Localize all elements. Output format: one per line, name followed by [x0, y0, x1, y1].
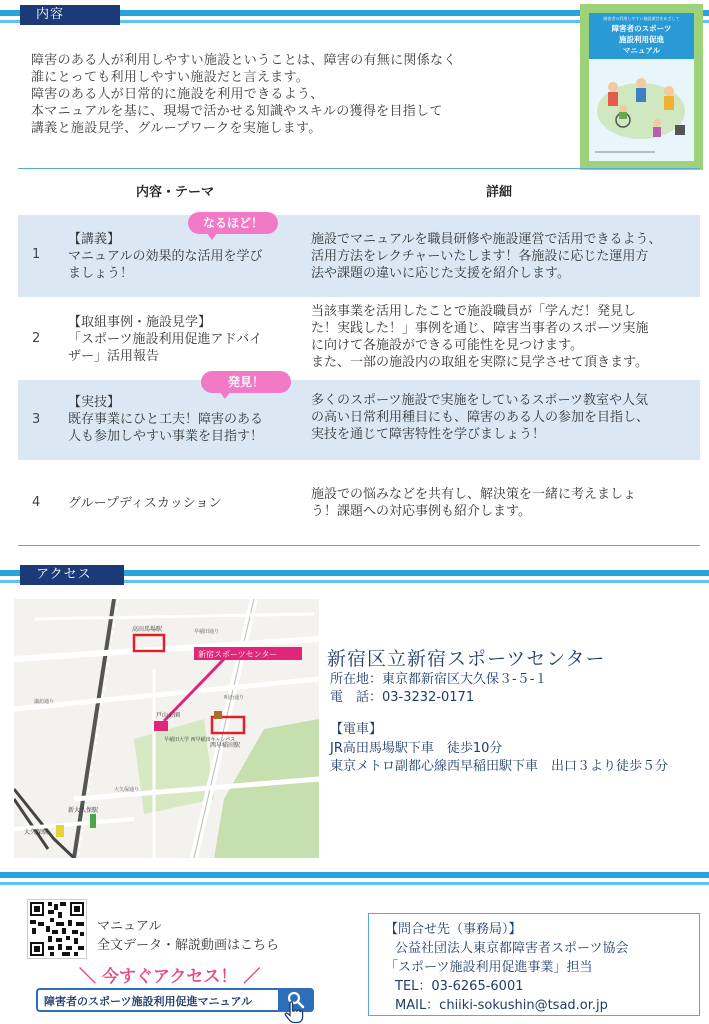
cover-publisher: [595, 151, 655, 157]
row-detail-line: 多くのスポーツ施設で実施をしているスポーツ教室や人気: [311, 393, 648, 408]
cover-subtitle: 障害者の利用しやすい施設運営をめざして: [603, 16, 680, 21]
row-detail-line: に向けて各施設ができる可能性を見つけます。: [311, 338, 583, 353]
intro-line: 誰にとっても利用しやすい施設だと言えます。: [31, 70, 310, 85]
table-row: [18, 297, 700, 379]
map-label: 早稲田通り: [194, 629, 220, 635]
table-header: [18, 168, 700, 208]
table-bottom-rule: [18, 545, 700, 546]
intro-line: 障害のある人が日常的に施設を利用できるよう、: [31, 87, 324, 102]
sports-illustration: [593, 65, 690, 145]
row-detail-line: た！実践した！」事例を通じ、障害当事者のスポーツ実施: [311, 321, 649, 336]
footer-rule-thin: [0, 882, 709, 885]
row-detail-line: 法や課題の違いに応じた支援を紹介します。: [311, 266, 570, 281]
train-route: JR高田馬場駅下車 徒歩10分: [330, 741, 503, 756]
row-theme: [68, 314, 262, 365]
contact-department: 「スポーツ施設利用促進事業」担当: [385, 960, 593, 975]
row-theme-line: 「スポーツ施設利用促進アドバイ: [68, 332, 263, 347]
row-detail-line: の高い日常利用種目にも、障害のある人の参加を目指し、: [311, 410, 650, 425]
manual-search-box[interactable]: [36, 988, 314, 1012]
row-detail-line: 施設でマニュアルを職員研修や施設運営で活用できるよう、: [311, 232, 662, 247]
venue-name: 新宿区立新宿スポーツセンター: [327, 648, 606, 670]
manual-sublabel: 全文データ・解説動画はこちら: [97, 938, 280, 953]
map-label: 西早稲田駅: [210, 742, 241, 749]
row-theme-line: ザー」活用報告: [68, 349, 160, 364]
row-theme: [68, 495, 222, 512]
speech-bubble: なるほど！: [188, 212, 278, 234]
map-label: 新大久保駅: [68, 807, 99, 814]
row-detail-line: 実技を通じて障害特性を学びましょう！: [311, 427, 546, 442]
row-theme-line: 既存事業にひと工夫！障害のある: [68, 412, 264, 427]
row-number: 2: [32, 331, 41, 346]
map-label: 大久保駅: [24, 829, 49, 836]
table-row: [18, 462, 700, 544]
row-detail-line: う！課題への対応事例も紹介します。: [311, 504, 531, 519]
qr-code[interactable]: [27, 899, 87, 959]
cover-title-line: マニュアル: [622, 46, 661, 55]
manual-label: マニュアル: [97, 919, 162, 934]
row-theme-line: ましょう！: [68, 266, 134, 281]
section-label-access: アクセス: [20, 565, 124, 585]
map-label: 明治通り: [224, 695, 245, 701]
row-theme-line: 人も参加しやすい事業を目指す！: [68, 429, 264, 444]
access-map: [14, 599, 319, 858]
section-label-content: 内容: [20, 5, 120, 25]
row-detail: [311, 486, 636, 520]
row-detail: [311, 392, 649, 443]
intro-line: 本マニュアルを基に、現場で活かせる知識やスキルの獲得を目指して: [31, 104, 443, 119]
contact-tel: TEL：03-6265-6001: [395, 979, 524, 994]
row-theme: [68, 394, 263, 445]
venue-phone: 電 話：03-3232-0171: [330, 690, 475, 705]
row-detail-line: 当該事業を活用したことで施設職員が「学んだ！発見し: [311, 304, 637, 319]
pointer-hand-icon: [282, 1000, 306, 1024]
search-query: 障害者のスポーツ施設利用促進マニュアル: [44, 995, 253, 1008]
train-route: 東京メトロ副都心線西早稲田駅下車 出口３より徒歩５分: [330, 759, 669, 774]
row-theme: [68, 231, 262, 282]
row-number: 1: [32, 247, 41, 262]
map-label: 早稲田大学 西早稲田キャンパス: [164, 737, 236, 743]
intro-text: [31, 52, 551, 137]
access-now-heading: ＼ 今すぐアクセス！ ／: [79, 967, 261, 987]
contact-organization: 公益社団法人東京都障害者スポーツ協会: [395, 941, 629, 956]
manual-cover-image: [580, 4, 703, 170]
map-label: 大久保通り: [114, 787, 140, 793]
row-number: 3: [32, 412, 41, 427]
row-theme-line: 【講義】: [68, 232, 121, 247]
column-header: 詳細: [486, 185, 513, 200]
footer-rule: [0, 872, 709, 878]
row-detail: [311, 231, 661, 282]
row-theme-line: 【実技】: [68, 395, 121, 410]
venue-address: 所在地：東京都新宿区大久保３-５-１: [330, 672, 548, 687]
train-heading: 【電車】: [330, 722, 383, 737]
cover-title-line: 障害者のスポーツ: [611, 24, 672, 33]
contact-box: [368, 913, 700, 1016]
contact-heading: 【問合せ先（事務局）】: [385, 922, 522, 937]
row-theme-line: マニュアルの効果的な活用を学び: [68, 249, 263, 264]
row-detail-line: 活用方法をレクチャーいたします！各施設に応じた運用方: [311, 249, 649, 264]
row-detail-line: 施設での悩みなどを共有し、解決策を一緒に考えましょ: [311, 487, 637, 502]
cover-title-line: 施設利用促進: [619, 35, 664, 44]
row-theme-line: グループディスカッション: [68, 496, 222, 511]
map-label: 高田馬場駅: [132, 626, 163, 633]
speech-bubble: 発見！: [201, 371, 291, 393]
table-row: [18, 380, 700, 460]
intro-line: 講義と施設見学、グループワークを実施します。: [31, 121, 322, 136]
map-label: 戸山公園: [156, 712, 181, 719]
map-callout: 新宿スポーツセンター: [198, 650, 278, 659]
row-detail: [311, 303, 648, 371]
row-theme-line: 【取組事例・施設見学】: [68, 315, 212, 330]
row-detail-line: また、一部の施設内の取組を実際に見学させて頂きます。: [311, 355, 648, 370]
map-label: 諏訪通り: [34, 699, 55, 705]
contact-email[interactable]: MAIL：chiiki-sokushin@tsad.or.jp: [395, 998, 608, 1013]
column-header: 内容・テーマ: [136, 185, 215, 200]
row-number: 4: [32, 495, 41, 510]
table-row: [18, 215, 700, 297]
intro-line: 障害のある人が利用しやすい施設ということは、障害の有無に関係なく: [31, 53, 457, 68]
